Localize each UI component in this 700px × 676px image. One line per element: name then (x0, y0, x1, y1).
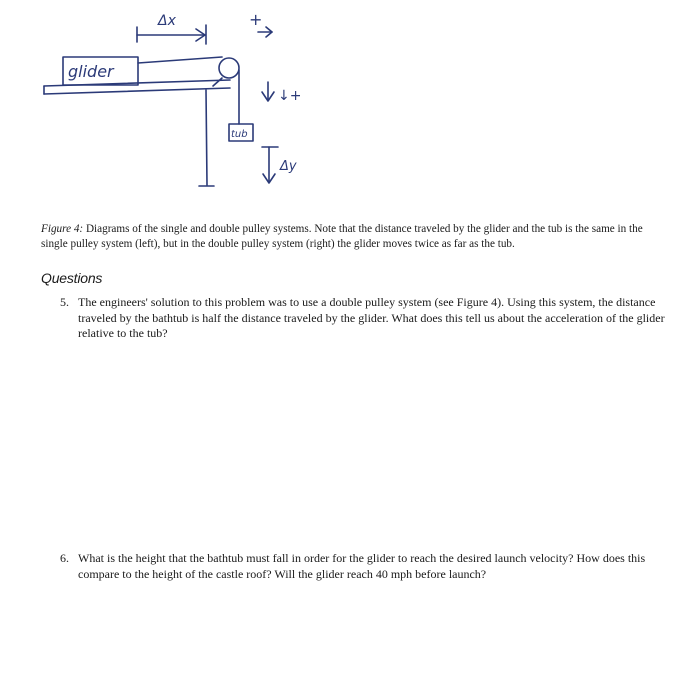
figure-caption (41, 222, 663, 252)
pulley (219, 58, 239, 78)
track-bottom (44, 88, 230, 94)
table-leg (206, 90, 207, 185)
dx-label: Δx (158, 13, 176, 29)
question-text: What is the height that the bathtub must fall in order for the glider to reach the desired launch velocity? How does this compare to the height of the castle roof? Will the glider reach 40 mph before launch? (78, 551, 646, 581)
plus-top-label: + (249, 10, 263, 29)
dy-label: Δy (280, 159, 297, 174)
plus-right-label: ↓+ (278, 88, 302, 104)
question-6 (60, 551, 665, 582)
question-number: 5. (60, 295, 69, 309)
question-text: The engineers' solution to this problem was to use a double pulley system (see Figure 4). Using this system, the distance traveled by the bathtub is half the distance traveled by the glider. What does this tell us about the acceleration of the glider relative to the tub? (78, 295, 665, 340)
tub-label: tub (231, 129, 248, 140)
question-5 (60, 295, 665, 342)
string-horizontal (138, 57, 222, 63)
figure-label: Figure 4: (41, 223, 84, 235)
questions-heading: Questions (41, 270, 103, 286)
pulley-mount (213, 78, 222, 86)
question-number: 6. (60, 551, 69, 565)
figure-caption-text: Diagrams of the single and double pulley systems. Note that the distance traveled by the glider and the tub is the same in the single pulley system (left), but in the double pulley system (right) the glider moves twice as far as the tub. (41, 223, 643, 250)
glider-label: glider (68, 62, 114, 81)
pulley-diagram (0, 0, 700, 210)
